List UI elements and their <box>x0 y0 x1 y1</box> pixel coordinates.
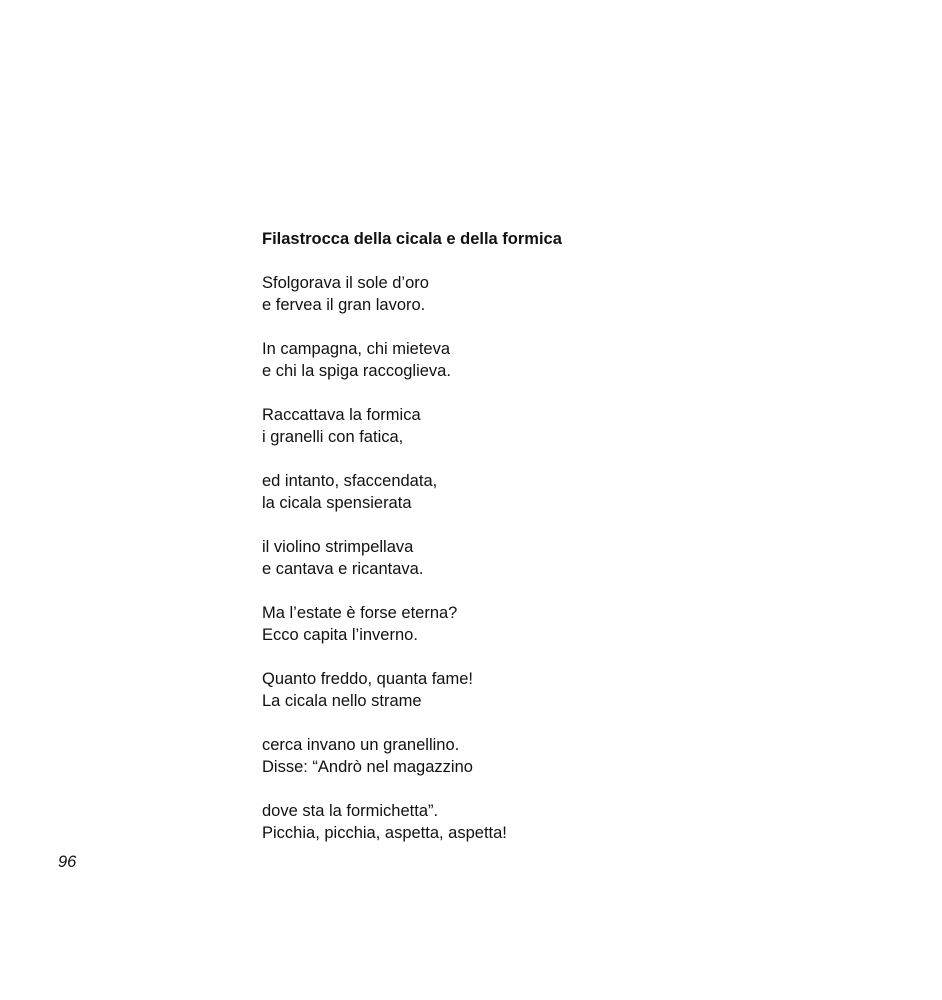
poem-line: La cicala nello strame <box>262 692 422 710</box>
stanza-2 <box>262 338 822 382</box>
poem-line: e chi la spiga raccoglieva. <box>262 362 451 380</box>
stanza-8 <box>262 734 822 778</box>
stanza-4 <box>262 470 822 514</box>
poem-line: Sfolgorava il sole d’oro <box>262 274 429 292</box>
poem <box>262 228 822 866</box>
poem-line: Quanto freddo, quanta fame! <box>262 670 473 688</box>
poem-line: Picchia, picchia, aspetta, aspetta! <box>262 824 507 842</box>
poem-line: ed intanto, sfaccendata, <box>262 472 438 490</box>
stanza-7 <box>262 668 822 712</box>
poem-line: Disse: “Andrò nel magazzino <box>262 758 473 776</box>
poem-line: e fervea il gran lavoro. <box>262 296 426 314</box>
poem-line: dove sta la formichetta”. <box>262 802 439 820</box>
poem-line: i granelli con fatica, <box>262 428 404 446</box>
poem-line: Ecco capita l’inverno. <box>262 626 418 644</box>
poem-title: Filastrocca della cicala e della formica <box>262 230 562 248</box>
stanza-9 <box>262 800 822 844</box>
poem-line: la cicala spensierata <box>262 494 412 512</box>
page-number: 96 <box>58 853 77 871</box>
stanza-1 <box>262 272 822 316</box>
poem-line: Raccattava la formica <box>262 406 421 424</box>
stanzas <box>262 272 822 844</box>
stanza-5 <box>262 536 822 580</box>
poem-line: e cantava e ricantava. <box>262 560 424 578</box>
stanza-3 <box>262 404 822 448</box>
poem-line: In campagna, chi mieteva <box>262 340 451 358</box>
stanza-6 <box>262 602 822 646</box>
poem-line: cerca invano un granellino. <box>262 736 460 754</box>
poem-line: il violino strimpellava <box>262 538 414 556</box>
poem-line: Ma l’estate è forse eterna? <box>262 604 458 622</box>
